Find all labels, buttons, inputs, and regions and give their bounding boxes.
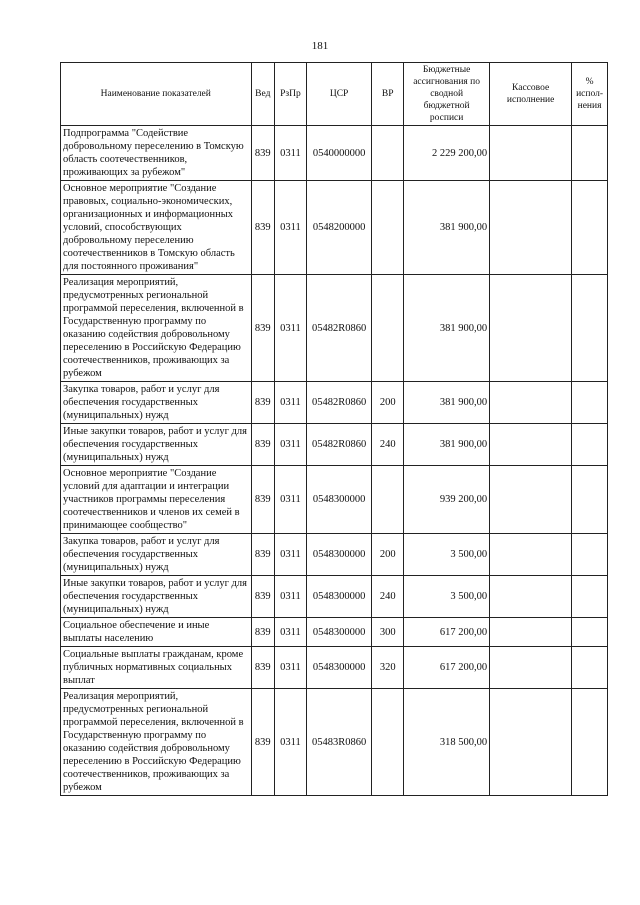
row-csr: 05482R0860 [306, 382, 372, 424]
row-percent [572, 181, 608, 275]
row-ved: 839 [251, 647, 275, 689]
row-csr: 0548300000 [306, 647, 372, 689]
row-csr: 0548300000 [306, 466, 372, 534]
row-cash [490, 689, 572, 796]
row-percent [572, 275, 608, 382]
row-percent [572, 424, 608, 466]
row-name: Реализация мероприятий, предусмотренных региональной программой переселения, включенной в Государственную программу по оказанию содействия добровольному переселению в Российскую Федерацию соотечественников, проживающих за рубежом [61, 275, 252, 382]
row-name: Подпрограмма "Содействие добровольному переселению в Томскую область соотечественников, проживающих за рубежом" [61, 126, 252, 181]
row-vr [372, 126, 404, 181]
row-vr: 200 [372, 534, 404, 576]
row-csr: 0548300000 [306, 618, 372, 647]
row-vr [372, 466, 404, 534]
row-cash [490, 534, 572, 576]
row-percent [572, 647, 608, 689]
header-cash: Кассовое исполнение [490, 63, 572, 126]
row-rzpr: 0311 [275, 126, 307, 181]
row-vr: 240 [372, 424, 404, 466]
row-ved: 839 [251, 576, 275, 618]
row-vr: 320 [372, 647, 404, 689]
row-cash [490, 275, 572, 382]
row-ved: 839 [251, 275, 275, 382]
row-rzpr: 0311 [275, 647, 307, 689]
header-assignations: Бюджетные ассигнования по сводной бюджетной росписи [404, 63, 490, 126]
row-amount: 617 200,00 [404, 618, 490, 647]
header-vr: ВР [372, 63, 404, 126]
table-row [61, 424, 608, 466]
row-csr: 0540000000 [306, 126, 372, 181]
row-percent [572, 126, 608, 181]
row-ved: 839 [251, 689, 275, 796]
row-percent [572, 466, 608, 534]
row-rzpr: 0311 [275, 576, 307, 618]
row-ved: 839 [251, 534, 275, 576]
row-percent [572, 689, 608, 796]
row-rzpr: 0311 [275, 382, 307, 424]
row-vr: 300 [372, 618, 404, 647]
row-ved: 839 [251, 181, 275, 275]
row-name: Закупка товаров, работ и услуг для обеспечения государственных (муниципальных) нужд [61, 382, 252, 424]
row-amount: 3 500,00 [404, 534, 490, 576]
row-ved: 839 [251, 382, 275, 424]
row-amount: 318 500,00 [404, 689, 490, 796]
row-amount: 381 900,00 [404, 275, 490, 382]
row-cash [490, 618, 572, 647]
row-ved: 839 [251, 424, 275, 466]
row-vr: 240 [372, 576, 404, 618]
header-csr: ЦСР [306, 63, 372, 126]
table-row [61, 382, 608, 424]
row-cash [490, 466, 572, 534]
row-cash [490, 181, 572, 275]
row-rzpr: 0311 [275, 534, 307, 576]
table-row [61, 181, 608, 275]
row-csr: 05483R0860 [306, 689, 372, 796]
row-ved: 839 [251, 126, 275, 181]
row-csr: 05482R0860 [306, 275, 372, 382]
row-rzpr: 0311 [275, 618, 307, 647]
row-name: Иные закупки товаров, работ и услуг для обеспечения государственных (муниципальных) нужд [61, 576, 252, 618]
table-row [61, 576, 608, 618]
row-cash [490, 126, 572, 181]
row-cash [490, 647, 572, 689]
table-row [61, 466, 608, 534]
row-ved: 839 [251, 618, 275, 647]
table-row [61, 534, 608, 576]
row-vr [372, 181, 404, 275]
row-amount: 381 900,00 [404, 424, 490, 466]
table-row [61, 689, 608, 796]
row-name: Социальное обеспечение и иные выплаты населению [61, 618, 252, 647]
table-row [61, 647, 608, 689]
row-name: Реализация мероприятий, предусмотренных региональной программой переселения, включенной в Государственную программу по оказанию содействия добровольному переселению в Российскую Федерацию соотечественников, проживающих за рубежом [61, 689, 252, 796]
row-amount: 381 900,00 [404, 382, 490, 424]
row-percent [572, 576, 608, 618]
row-csr: 0548300000 [306, 576, 372, 618]
row-amount: 3 500,00 [404, 576, 490, 618]
budget-table [60, 62, 608, 796]
row-vr [372, 689, 404, 796]
table-row [61, 126, 608, 181]
header-rzpr: РзПр [275, 63, 307, 126]
row-amount: 939 200,00 [404, 466, 490, 534]
row-name: Иные закупки товаров, работ и услуг для обеспечения государственных (муниципальных) нужд [61, 424, 252, 466]
row-rzpr: 0311 [275, 424, 307, 466]
row-rzpr: 0311 [275, 689, 307, 796]
header-name: Наименование показателей [61, 63, 252, 126]
row-name: Закупка товаров, работ и услуг для обеспечения государственных (муниципальных) нужд [61, 534, 252, 576]
table-row [61, 618, 608, 647]
row-name: Основное мероприятие "Создание условий для адаптации и интеграции участников программы переселения соотечественников и членов их семей в принимающее сообщество" [61, 466, 252, 534]
row-name: Социальные выплаты гражданам, кроме публичных нормативных социальных выплат [61, 647, 252, 689]
header-ved: Вед [251, 63, 275, 126]
row-cash [490, 382, 572, 424]
row-cash [490, 424, 572, 466]
row-csr: 05482R0860 [306, 424, 372, 466]
row-percent [572, 618, 608, 647]
row-amount: 2 229 200,00 [404, 126, 490, 181]
row-rzpr: 0311 [275, 181, 307, 275]
row-name: Основное мероприятие "Создание правовых, социально-экономических, организационных и информационных условий, способствующих добровольному переселению соотечественников в Томскую область для постоянного проживания" [61, 181, 252, 275]
row-percent [572, 382, 608, 424]
header-percent: % испол-нения [572, 63, 608, 126]
row-ved: 839 [251, 466, 275, 534]
row-vr: 200 [372, 382, 404, 424]
row-percent [572, 534, 608, 576]
row-vr [372, 275, 404, 382]
row-cash [490, 576, 572, 618]
page-number: 181 [311, 40, 329, 52]
row-csr: 0548200000 [306, 181, 372, 275]
row-csr: 0548300000 [306, 534, 372, 576]
row-rzpr: 0311 [275, 275, 307, 382]
row-amount: 617 200,00 [404, 647, 490, 689]
table-row [61, 275, 608, 382]
table-header-row [61, 63, 608, 126]
row-rzpr: 0311 [275, 466, 307, 534]
row-amount: 381 900,00 [404, 181, 490, 275]
